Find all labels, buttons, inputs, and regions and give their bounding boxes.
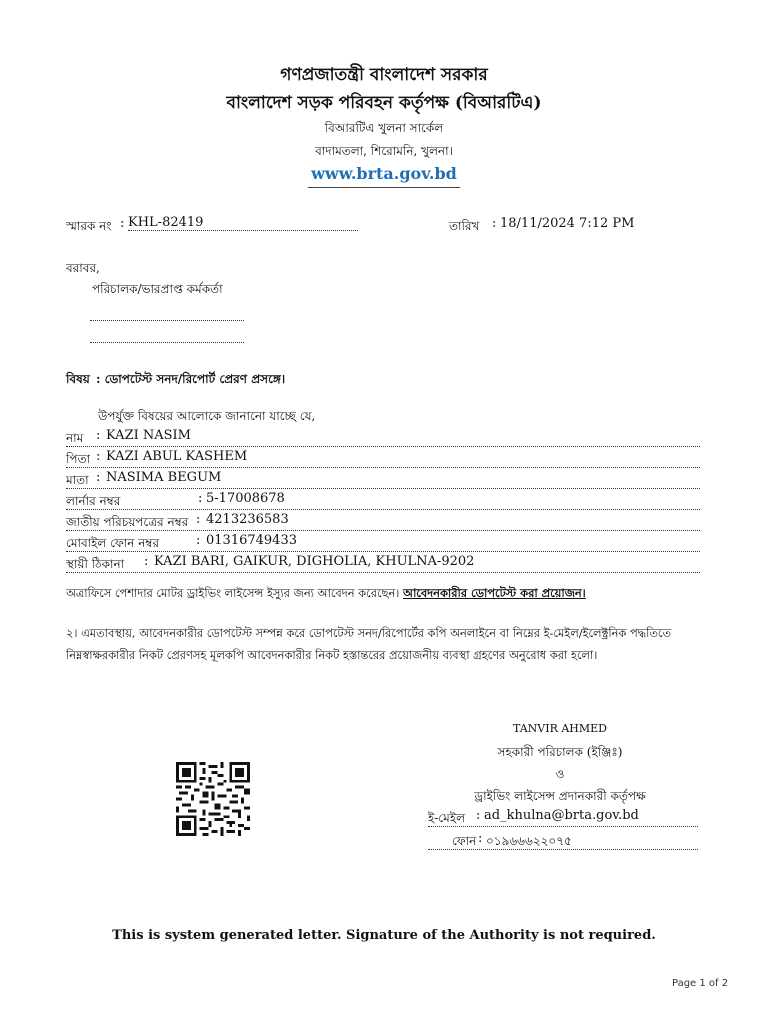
address-value: KAZI BARI, GAIKUR, DIGHOLIA, KHULNA-9202 bbox=[154, 554, 475, 569]
name-value: KAZI NASIM bbox=[106, 428, 191, 443]
mother-label: মাতা bbox=[66, 473, 89, 487]
mobile-colon: : bbox=[196, 533, 201, 548]
authority-title: বাংলাদেশ সড়ক পরিবহন কর্তৃপক্ষ (বিআরটিএ) bbox=[226, 93, 542, 113]
mother-colon: : bbox=[96, 470, 101, 485]
father-value: KAZI ABUL KASHEM bbox=[106, 449, 248, 464]
mother-value: NASIMA BEGUM bbox=[106, 470, 222, 485]
website-underline bbox=[308, 187, 460, 188]
name-colon: : bbox=[96, 428, 101, 443]
govt-title: গণপ্রজাতন্ত্রী বাংলাদেশ সরকার bbox=[280, 65, 488, 85]
website-link[interactable]: www.brta.gov.bd bbox=[311, 164, 457, 183]
nid-row bbox=[66, 512, 700, 531]
mobile-label: মোবাইল ফোন নম্বর bbox=[66, 536, 160, 550]
learner-value: 5-17008678 bbox=[206, 491, 285, 506]
recipient-title: পরিচালক/ভারপ্রাপ্ত কর্মকর্তা bbox=[92, 282, 223, 296]
address-label: স্থায়ী ঠিকানা bbox=[66, 557, 125, 571]
paragraph-2-line-2: নিম্নস্বাক্ষরকারীর নিকট প্রেরণসহ মূলকপি আবেদনকারীর নিকট হস্তান্তরের প্রয়োজনীয় ব্যবস্থা গ্রহণের অনুরোধ করা হলো। bbox=[66, 648, 598, 662]
intro-text: উপর্যুক্ত বিষয়ের আলোকে জানানো যাচ্ছে যে, bbox=[98, 409, 316, 423]
recipient-blank-line-1 bbox=[90, 320, 244, 321]
mother-row bbox=[66, 470, 700, 489]
signatory-designation: সহকারী পরিচালক (ইঞ্জিঃ) bbox=[497, 745, 623, 759]
nid-label: জাতীয় পরিচয়পত্রের নম্বর bbox=[66, 515, 189, 529]
learner-row bbox=[66, 491, 700, 510]
memo-number: KHL-82419 bbox=[128, 215, 358, 231]
subject-text: : ডোপটেস্ট সনদ/রিপোর্ট প্রেরণ প্রসঙ্গে। bbox=[96, 372, 286, 386]
mobile-value: 01316749433 bbox=[206, 533, 297, 548]
office-address: বাদামতলা, শিরোমনি, খুলনা। bbox=[315, 144, 453, 158]
nid-colon: : bbox=[196, 512, 201, 527]
paragraph-1 bbox=[66, 585, 586, 604]
name-row bbox=[66, 428, 700, 447]
paragraph-2-line-1: ২। এমতাবস্থায়, আবেদনকারীর ডোপটেস্ট সম্পন্ন করে ডোপটেস্ট সনদ/রিপোর্টের কপি অনলাইনে বা নিম্নের ই-মেইল/ইলেক্ট্রনিক পদ্ধতিতে bbox=[66, 626, 672, 640]
father-row bbox=[66, 449, 700, 468]
email-row bbox=[428, 808, 698, 827]
name-label: নাম bbox=[66, 431, 84, 445]
phone-label: ফোন bbox=[452, 834, 477, 848]
phone-row bbox=[428, 831, 698, 850]
system-generated-notice: This is system generated letter. Signature of the Authority is not required. bbox=[112, 928, 656, 943]
recipient-blank-line-2 bbox=[90, 342, 244, 343]
subject-label: বিষয় bbox=[66, 372, 90, 386]
signatory-office: ড্রাইভিং লাইসেন্স প্রদানকারী কর্তৃপক্ষ bbox=[474, 789, 646, 803]
learner-label: লার্নার নম্বর bbox=[66, 494, 121, 508]
email-label: ই-মেইল bbox=[428, 811, 466, 825]
paragraph-1-text: অত্রাফিসে পেশাদার মোটর ড্রাইভিং লাইসেন্স ইস্যুর জন্য আবেদন করেছেন। bbox=[66, 586, 400, 600]
email-colon: : bbox=[476, 808, 481, 823]
phone-colon: : bbox=[478, 831, 483, 846]
signatory-and: ও bbox=[555, 767, 565, 781]
learner-colon: : bbox=[198, 491, 203, 506]
mobile-row bbox=[66, 533, 700, 552]
page-number: Page 1 of 2 bbox=[672, 978, 729, 989]
father-colon: : bbox=[96, 449, 101, 464]
address-colon: : bbox=[144, 554, 149, 569]
date-value: 18/11/2024 7:12 PM bbox=[500, 216, 635, 231]
recipient-to: বরাবর, bbox=[66, 261, 100, 275]
signatory-name: TANVIR AHMED bbox=[512, 722, 608, 735]
email-value[interactable]: ad_khulna@brta.gov.bd bbox=[484, 808, 639, 823]
phone-value: ০১৯৬৬৬২২০৭৫ bbox=[486, 834, 572, 848]
qr-code bbox=[172, 762, 254, 836]
memo-colon: : bbox=[120, 216, 125, 231]
circle-name: বিআরটিএ খুলনা সার্কেল bbox=[324, 121, 444, 135]
date-colon: : bbox=[492, 216, 497, 231]
memo-label: স্মারক নং bbox=[66, 219, 112, 233]
date-label: তারিখ bbox=[449, 219, 480, 233]
paragraph-1-emphasis: আবেদনকারীর ডোপটেস্ট করা প্রয়োজন। bbox=[402, 586, 586, 600]
father-label: পিতা bbox=[66, 452, 91, 466]
nid-value: 4213236583 bbox=[206, 512, 289, 527]
address-row bbox=[66, 554, 700, 573]
